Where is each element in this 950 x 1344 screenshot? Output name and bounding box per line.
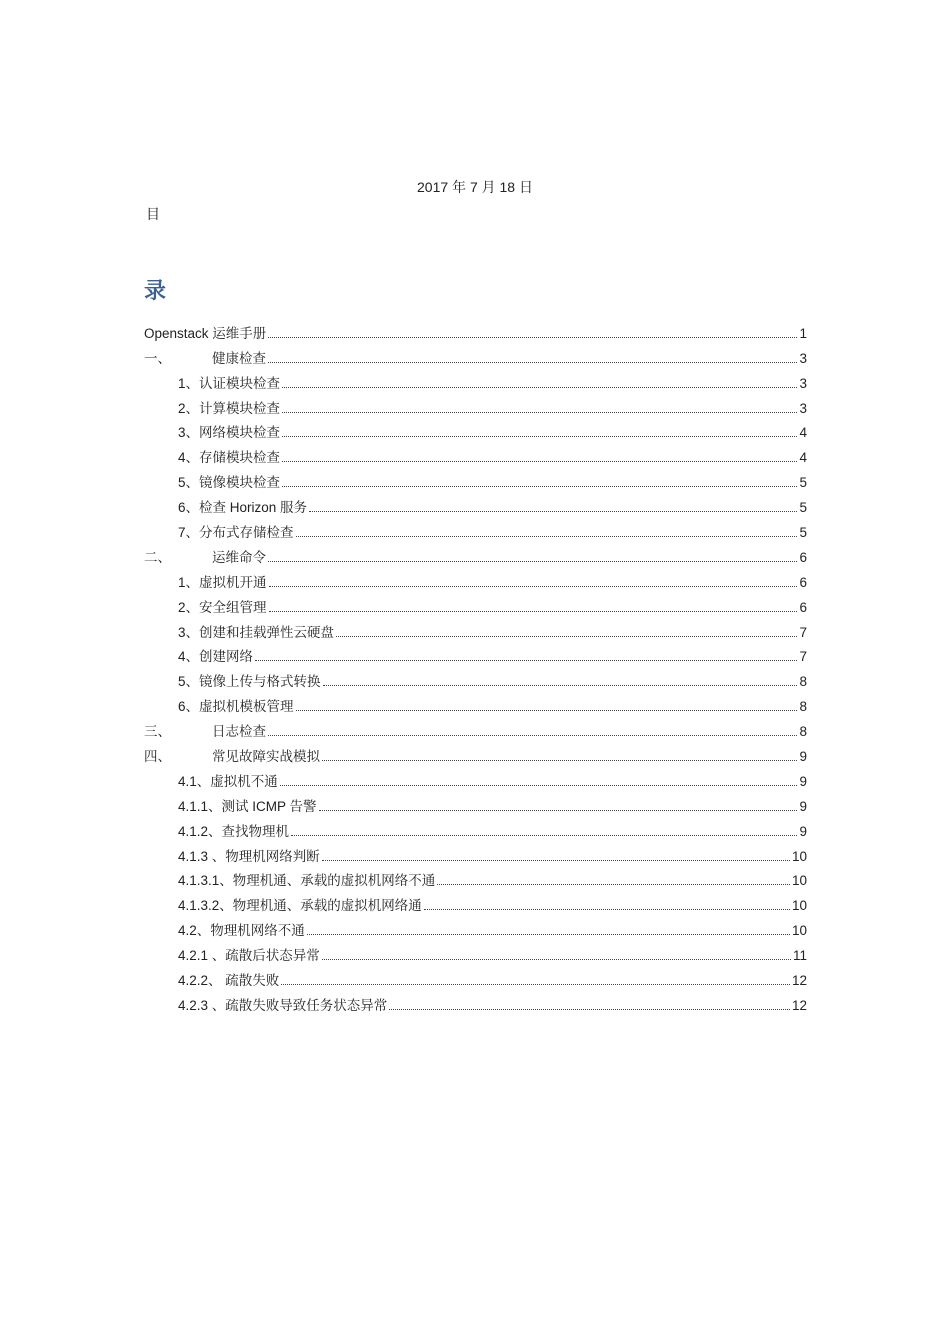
toc-leader bbox=[282, 436, 797, 437]
toc-leader bbox=[322, 959, 791, 960]
toc-entry-title: 4.1、虚拟机不通 bbox=[178, 773, 278, 789]
toc-entry-page: 5 bbox=[799, 475, 807, 491]
toc-entry[interactable] bbox=[144, 766, 807, 791]
toc-entry-title: 健康检查 bbox=[212, 350, 266, 366]
toc-entry-title: 5、镜像模块检查 bbox=[178, 475, 281, 491]
toc-leader bbox=[322, 860, 790, 861]
toc-entry[interactable] bbox=[144, 816, 807, 841]
toc-leader bbox=[296, 710, 797, 711]
toc-entry-number: 四、 bbox=[144, 749, 171, 765]
toc-heading-part1: 目 bbox=[146, 206, 160, 222]
toc-entry[interactable] bbox=[144, 467, 807, 492]
document-date: 2017 年 7 月 18 日 bbox=[417, 179, 533, 195]
toc-entry[interactable] bbox=[144, 642, 807, 667]
toc-entry-number: 三、 bbox=[144, 724, 171, 740]
toc-leader bbox=[280, 785, 797, 786]
toc-leader bbox=[309, 511, 797, 512]
toc-entry[interactable] bbox=[144, 542, 807, 567]
toc-entry-page: 9 bbox=[799, 749, 807, 765]
toc-leader bbox=[389, 1009, 790, 1010]
toc-leader bbox=[437, 884, 790, 885]
toc-entry-title: 4.2.3 、疏散失败导致任务状态异常 bbox=[178, 997, 388, 1013]
toc-entry-page: 7 bbox=[799, 624, 807, 640]
toc-entry-title: 4.1.2、查找物理机 bbox=[178, 823, 290, 839]
toc-entry[interactable] bbox=[144, 442, 807, 467]
toc-leader bbox=[281, 984, 790, 985]
toc-leader bbox=[268, 337, 797, 338]
toc-entry-title: 4、存储模块检查 bbox=[178, 450, 281, 466]
toc-leader bbox=[336, 636, 797, 637]
toc-entry-page: 12 bbox=[791, 973, 807, 989]
toc-entry[interactable] bbox=[144, 890, 807, 915]
toc-entry-page: 6 bbox=[799, 599, 807, 615]
table-of-contents bbox=[144, 318, 807, 1015]
toc-entry-page: 6 bbox=[799, 574, 807, 590]
toc-entry-page: 5 bbox=[799, 525, 807, 541]
toc-heading-part2: 录 bbox=[144, 278, 167, 303]
toc-entry[interactable] bbox=[144, 990, 807, 1015]
toc-entry-title: 4.1.3.2、物理机通、承载的虚拟机网络通 bbox=[178, 898, 422, 914]
toc-entry-page: 9 bbox=[799, 823, 807, 839]
toc-entry[interactable] bbox=[144, 617, 807, 642]
toc-entry-title: 4、创建网络 bbox=[178, 649, 254, 665]
toc-leader bbox=[282, 486, 797, 487]
toc-entry-title: 运维命令 bbox=[212, 549, 266, 565]
toc-leader bbox=[282, 387, 797, 388]
toc-entry[interactable] bbox=[144, 716, 807, 741]
toc-entry-page: 9 bbox=[799, 798, 807, 814]
toc-entry[interactable] bbox=[144, 318, 807, 343]
toc-entry-page: 5 bbox=[799, 500, 807, 516]
toc-leader bbox=[282, 412, 797, 413]
toc-leader bbox=[322, 760, 797, 761]
toc-entry[interactable] bbox=[144, 940, 807, 965]
toc-entry-page: 8 bbox=[799, 724, 807, 740]
toc-leader bbox=[269, 586, 797, 587]
toc-leader bbox=[307, 934, 790, 935]
toc-entry-page: 7 bbox=[799, 649, 807, 665]
toc-entry-title: 2、安全组管理 bbox=[178, 599, 267, 615]
toc-entry-page: 4 bbox=[799, 425, 807, 441]
toc-entry[interactable] bbox=[144, 915, 807, 940]
toc-leader bbox=[268, 561, 797, 562]
toc-entry-title: 2、计算模块检查 bbox=[178, 400, 281, 416]
toc-entry[interactable] bbox=[144, 592, 807, 617]
toc-entry-page: 8 bbox=[799, 674, 807, 690]
toc-entry-title: 6、检查 Horizon 服务 bbox=[178, 500, 308, 516]
toc-entry-title: 4.1.3 、物理机网络判断 bbox=[178, 848, 320, 864]
toc-entry-page: 10 bbox=[791, 873, 807, 889]
toc-entry[interactable] bbox=[144, 841, 807, 866]
toc-entry[interactable] bbox=[144, 517, 807, 542]
toc-entry-title: 常见故障实战模拟 bbox=[212, 749, 320, 765]
toc-entry-page: 10 bbox=[791, 923, 807, 939]
toc-entry-page: 11 bbox=[792, 948, 807, 964]
toc-entry-title: 7、分布式存储检查 bbox=[178, 525, 294, 541]
toc-entry-page: 3 bbox=[799, 375, 807, 391]
toc-leader bbox=[424, 909, 790, 910]
toc-entry-page: 8 bbox=[799, 699, 807, 715]
toc-entry-title: 4.1.1、测试 ICMP 告警 bbox=[178, 798, 317, 814]
toc-entry-page: 3 bbox=[799, 400, 807, 416]
toc-entry-number: 一、 bbox=[144, 350, 171, 366]
toc-leader bbox=[268, 362, 797, 363]
toc-entry-page: 10 bbox=[791, 898, 807, 914]
toc-leader bbox=[296, 536, 797, 537]
toc-entry-number: 二、 bbox=[144, 549, 171, 565]
toc-entry-page: 9 bbox=[799, 773, 807, 789]
toc-leader bbox=[291, 835, 797, 836]
toc-entry-title: 6、虚拟机模板管理 bbox=[178, 699, 294, 715]
toc-entry[interactable] bbox=[144, 791, 807, 816]
toc-entry[interactable] bbox=[144, 418, 807, 443]
toc-entry[interactable] bbox=[144, 866, 807, 891]
toc-entry-page: 4 bbox=[799, 450, 807, 466]
toc-entry[interactable] bbox=[144, 691, 807, 716]
toc-entry-title: 日志检查 bbox=[212, 724, 266, 740]
toc-entry-title: 1、认证模块检查 bbox=[178, 375, 281, 391]
toc-entry[interactable] bbox=[144, 567, 807, 592]
toc-entry-page: 12 bbox=[791, 997, 807, 1013]
toc-leader bbox=[255, 660, 797, 661]
toc-leader bbox=[269, 611, 797, 612]
toc-entry[interactable] bbox=[144, 965, 807, 990]
toc-entry-page: 6 bbox=[799, 549, 807, 565]
toc-entry[interactable] bbox=[144, 343, 807, 368]
toc-leader bbox=[282, 461, 797, 462]
toc-entry-title: 3、创建和挂载弹性云硬盘 bbox=[178, 624, 335, 640]
toc-entry-title: 1、虚拟机开通 bbox=[178, 574, 267, 590]
toc-entry-title: Openstack 运维手册 bbox=[144, 325, 267, 341]
toc-entry-title: 3、网络模块检查 bbox=[178, 425, 281, 441]
toc-entry-title: 4.2、物理机网络不通 bbox=[178, 923, 305, 939]
toc-leader bbox=[268, 735, 797, 736]
toc-entry-title: 4.2.1 、疏散后状态异常 bbox=[178, 948, 320, 964]
toc-entry-title: 4.2.2、 疏散失败 bbox=[178, 973, 280, 989]
toc-leader bbox=[319, 810, 797, 811]
toc-entry-page: 10 bbox=[791, 848, 807, 864]
toc-entry[interactable] bbox=[144, 393, 807, 418]
toc-entry-title: 4.1.3.1、物理机通、承载的虚拟机网络不通 bbox=[178, 873, 436, 889]
toc-entry[interactable] bbox=[144, 492, 807, 517]
toc-entry-title: 5、镜像上传与格式转换 bbox=[178, 674, 321, 690]
toc-leader bbox=[323, 685, 797, 686]
toc-entry[interactable] bbox=[144, 741, 807, 766]
toc-entry[interactable] bbox=[144, 368, 807, 393]
toc-entry-page: 1 bbox=[799, 325, 807, 341]
toc-entry[interactable] bbox=[144, 666, 807, 691]
toc-entry-page: 3 bbox=[799, 350, 807, 366]
